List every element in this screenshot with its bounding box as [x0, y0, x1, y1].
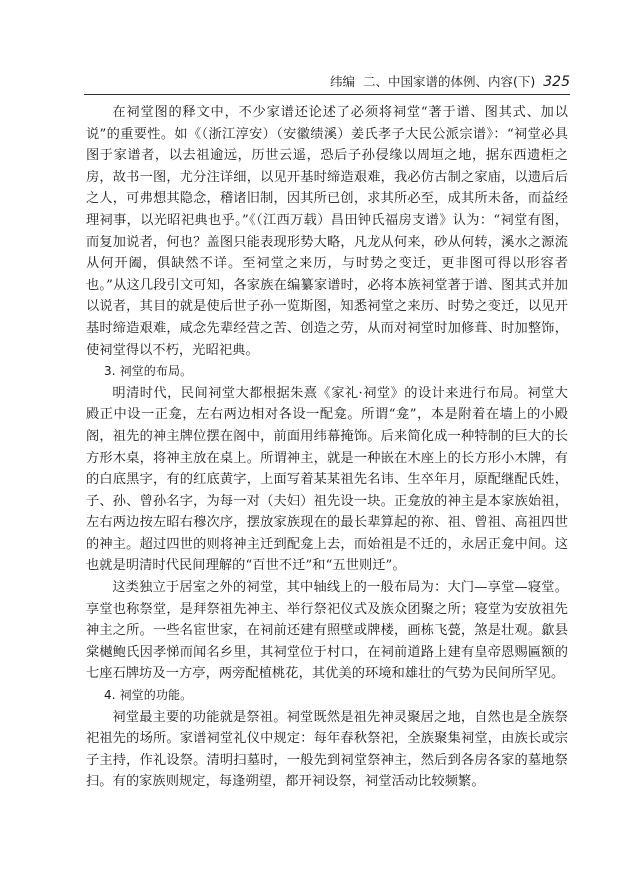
paragraph: 这类独立于居室之外的祠堂，其中轴线上的一般布局为：大门—享堂—寝堂。享堂也称祭堂，是拜祭祖先神主、举行祭祀仪式及族众团聚之所；寝堂为安放祖先神主之所。一些名宦世家，在祠前还建有照壁或牌楼，画栋飞甍，煞是壮观。歙县棠樾鲍氏因孝悌而闻名乡里，其祠堂位于村口，在祠前道路上建有皇帝恩赐匾额的七座石牌坊及一方亭，两旁配植桃花，其优美的环境和雄壮的气势为民间所罕见。 — [86, 580, 568, 682]
paragraph: 在祠堂图的释文中，不少家谱还论述了必须将祠堂“著于谱、图其式、加以说”的重要性。如《（浙江淳安）（安徽绩溪）姜氏孝子大民公派宗谱》：“祠堂必具图于家谱者，以去祖逾远，历世云遥，恐后子孙侵缘以周垣之地，据东西遗柜之房，故书一图，尤分注详细，以见开基时缔造艰难，我必仿古制之家庙，以遗后后之人，可弗想其隐念，稽诸旧制，因其所已创，求其所必至，成其所未备，而益经理祠事，以光昭祀典也乎。”《（江西万载）昌田钟氏福房支谱》认为：“祠堂有图，而复加说者，何也？盖图只能表现形势大略，凡龙从何来，砂从何转，溪水之源流从何开阖，俱缺然不详。至祠堂之来历，与时势之变迁，更非图可得以形容者也。”从这几段引文可知，各家族在编纂家谱时，必将本族祠堂著于谱、图其式并加以说者，其目的就是使后世子孙一览斯图，知悉祠堂之来历、时势之变迁，以见开基时缔造艰难，咸念先辈经营之苦、创造之劳，从而对祠堂时加修葺、时加整饰，使祠堂得以不朽，光昭祀典。 — [86, 105, 568, 358]
subheading: 4. 祠堂的功能。 — [104, 688, 193, 703]
header-section: 二、中国家谱的体例、内容(下) — [363, 74, 536, 89]
page-body — [86, 102, 568, 793]
subheading: 3. 祠堂的布局。 — [104, 364, 193, 379]
paragraph: 祠堂最主要的功能就是祭祖。祠堂既然是祖先神灵聚居之地，自然也是全族祭祀祖先的场所。家谱祠堂礼仪中规定：每年春秋祭祀，全族聚集祠堂，由族长或宗子主持，作礼设祭。清明扫墓时，一般先到祠堂祭神主，然后到各房各家的墓地祭扫。有的家族则规定，每逢朔望，都开祠设祭，祠堂活动比较频繁。 — [86, 709, 568, 790]
header-chapter: 纬编 — [330, 74, 356, 89]
paragraph: 明清时代，民间祠堂大都根据朱熹《家礼·祠堂》的设计来进行布局。祠堂大殿正中设一正龛，左右两边相对各设一配龛。所谓“龛”，本是附着在墙上的小殿阁，祖先的神主牌位摆在阁中，前面用纬幕掩饰。后来简化成一种特制的巨大的长方形木桌，将神主放在桌上。所谓神主，就是一种嵌在木座上的长方形小木牌，有的白底黑字，有的红底黄字，上面写着某某祖先名讳、生卒年月，原配继配氏姓，子、孙、曾孙名字，为每一对（夫妇）祖先设一块。正龛放的神主是本家族始祖，左右两边按左昭右穆次序，摆放家族现在的最长辈算起的祢、祖、曾祖、高祖四世的神主。超过四世的则将神主迁到配龛上去，而始祖是不迁的，永居正龛中间。这也就是明清时代民间理解的“百世不迁”和“五世则迁”。 — [86, 385, 568, 574]
header-rule — [84, 94, 570, 95]
page-number: 325 — [543, 74, 570, 90]
running-header — [330, 74, 570, 90]
